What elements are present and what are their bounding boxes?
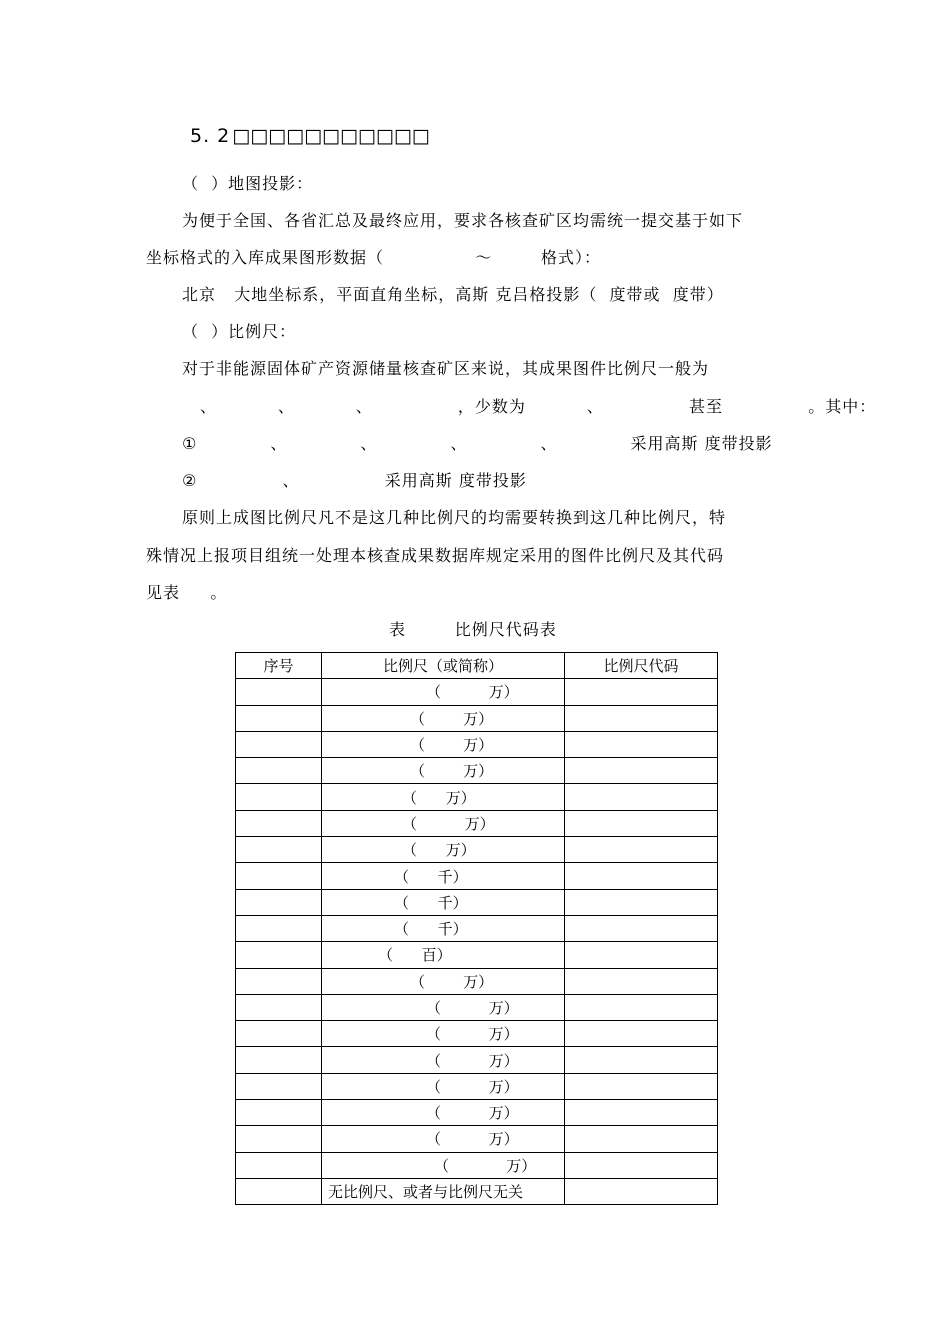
- cell-scale-code: [565, 994, 718, 1020]
- table-row: [236, 942, 718, 968]
- table-row: [236, 1021, 718, 1047]
- cell-scale-code: [565, 1021, 718, 1047]
- scale-code-table: [235, 652, 718, 1205]
- scale-name-text: （ 万）: [426, 1025, 519, 1044]
- cell-scale-code: [565, 968, 718, 994]
- cell-seq: [236, 1073, 322, 1099]
- cell-scale-code: [565, 758, 718, 784]
- cell-seq: [236, 889, 322, 915]
- scale-name-text: （ 百）: [378, 946, 452, 965]
- cell-scale-code: [565, 1152, 718, 1178]
- cell-seq: [236, 1178, 322, 1204]
- cell-seq: [236, 1021, 322, 1047]
- cell-seq: [236, 705, 322, 731]
- section-heading: [190, 124, 430, 148]
- cell-seq: [236, 942, 322, 968]
- scale-name-text: （ 万）: [426, 999, 519, 1017]
- scale-name-text: （ 万）: [434, 1156, 537, 1175]
- table-row: [236, 863, 718, 889]
- table-row: [236, 915, 718, 941]
- paragraph-line: 北京 大地坐标系，平面直角坐标，高斯 克吕格投影（ 度带或 度带）: [182, 285, 724, 304]
- cell-seq: [236, 1126, 322, 1152]
- scale-name-text: （ 万）: [410, 736, 494, 755]
- cell-scale-code: [565, 1178, 718, 1204]
- cell-scale-name: [322, 837, 565, 863]
- table-row: [236, 1178, 718, 1204]
- cell-scale-name: [322, 1047, 565, 1073]
- table-row: [236, 1152, 718, 1178]
- scale-name-text: （ 万）: [426, 1104, 519, 1123]
- paragraph-map-projection-heading: （ ）地图投影：: [182, 174, 314, 193]
- paragraph-line: 坐标格式的入库成果图形数据（ ～ 格式）：: [146, 248, 601, 267]
- cell-scale-name: [322, 1178, 565, 1204]
- table-row: [236, 994, 718, 1020]
- table-row: [236, 1126, 718, 1152]
- table-caption: 表 比例尺代码表: [389, 620, 557, 639]
- cell-seq: [236, 1100, 322, 1126]
- table-row: [236, 705, 718, 731]
- table-row: [236, 784, 718, 810]
- cell-scale-name: [322, 863, 565, 889]
- scale-name-text: （ 千）: [394, 867, 468, 886]
- table-row: [236, 679, 718, 705]
- cell-seq: [236, 915, 322, 941]
- cell-scale-name: [322, 784, 565, 810]
- table-row: [236, 731, 718, 757]
- cell-seq: [236, 863, 322, 889]
- cell-seq: [236, 968, 322, 994]
- paragraph-line: 为便于全国、各省汇总及最终应用，要求各核查矿区均需统一提交基于如下: [182, 211, 744, 230]
- table-row: [236, 837, 718, 863]
- cell-scale-code: [565, 915, 718, 941]
- section-number: 5. 2: [190, 125, 231, 147]
- cell-scale-code: [565, 679, 718, 705]
- cell-scale-name: [322, 1021, 565, 1047]
- scale-name-text: （ 万）: [410, 709, 494, 728]
- cell-seq: [236, 1047, 322, 1073]
- cell-scale-code: [565, 1073, 718, 1099]
- paragraph-scale-heading: （ ）比例尺：: [182, 322, 297, 341]
- paragraph-line: 见表 。: [146, 583, 228, 602]
- cell-scale-code: [565, 810, 718, 836]
- scale-name-text: （ 万）: [426, 683, 519, 702]
- cell-seq: [236, 731, 322, 757]
- table-row: [236, 1047, 718, 1073]
- cell-seq: [236, 1152, 322, 1178]
- cell-scale-name: [322, 889, 565, 915]
- column-header-seq: 序号: [236, 653, 322, 679]
- table-row: [236, 1100, 718, 1126]
- cell-scale-code: [565, 1126, 718, 1152]
- cell-seq: [236, 837, 322, 863]
- list-item-1: ① 、 、 、 、 采用高斯 度带投影: [182, 434, 773, 453]
- cell-seq: [236, 810, 322, 836]
- column-header-code: 比例尺代码: [565, 653, 718, 679]
- table-row: [236, 968, 718, 994]
- scale-name-text: （ 万）: [402, 814, 495, 833]
- cell-scale-code: [565, 1047, 718, 1073]
- cell-seq: [236, 784, 322, 810]
- cell-scale-name: [322, 915, 565, 941]
- cell-scale-name: [322, 994, 565, 1020]
- scale-name-text: （ 万）: [402, 788, 476, 807]
- cell-scale-name: [322, 1073, 565, 1099]
- table-body: [236, 679, 718, 1205]
- table-row: [236, 1073, 718, 1099]
- cell-scale-name: [322, 1152, 565, 1178]
- cell-scale-code: [565, 731, 718, 757]
- cell-scale-name: [322, 705, 565, 731]
- cell-scale-name: [322, 1100, 565, 1126]
- scale-name-text: （ 万）: [426, 1130, 519, 1149]
- cell-scale-code: [565, 1100, 718, 1126]
- cell-scale-code: [565, 863, 718, 889]
- scale-name-text: （ 千）: [394, 920, 468, 939]
- scale-name-text: 无比例尺、或者与比例尺无关: [328, 1183, 524, 1202]
- table-header-row: [236, 653, 718, 679]
- list-item-2: ② 、 采用高斯 度带投影: [182, 471, 527, 490]
- scale-name-text: （ 万）: [410, 762, 494, 781]
- table-row: [236, 758, 718, 784]
- cell-scale-name: [322, 731, 565, 757]
- cell-scale-name: [322, 679, 565, 705]
- cell-scale-code: [565, 705, 718, 731]
- table-row: [236, 810, 718, 836]
- cell-scale-name: [322, 810, 565, 836]
- scale-name-text: （ 万）: [426, 1051, 519, 1070]
- table-row: [236, 889, 718, 915]
- section-title: □□□□□□□□□□□: [232, 125, 430, 147]
- paragraph-line: 殊情况上报项目组统一处理本核查成果数据库规定采用的图件比例尺及其代码: [146, 546, 725, 565]
- paragraph-line: 对于非能源固体矿产资源储量核查矿区来说，其成果图件比例尺一般为: [182, 359, 710, 378]
- cell-scale-code: [565, 889, 718, 915]
- cell-scale-code: [565, 784, 718, 810]
- cell-scale-name: [322, 942, 565, 968]
- cell-scale-code: [565, 837, 718, 863]
- cell-scale-name: [322, 968, 565, 994]
- column-header-scale: 比例尺（或简称）: [322, 653, 565, 679]
- cell-scale-name: [322, 1126, 565, 1152]
- cell-seq: [236, 994, 322, 1020]
- scale-name-text: （ 千）: [394, 893, 468, 912]
- cell-scale-code: [565, 942, 718, 968]
- scale-name-text: （ 万）: [410, 972, 494, 991]
- paragraph-line: 原则上成图比例尺凡不是这几种比例尺的均需要转换到这几种比例尺，特: [182, 508, 727, 527]
- paragraph-line: 、 、 、 ，少数为 、 甚至 。其中：: [200, 397, 877, 416]
- cell-seq: [236, 758, 322, 784]
- cell-seq: [236, 679, 322, 705]
- scale-name-text: （ 万）: [402, 841, 476, 860]
- cell-scale-name: [322, 758, 565, 784]
- scale-name-text: （ 万）: [426, 1077, 519, 1096]
